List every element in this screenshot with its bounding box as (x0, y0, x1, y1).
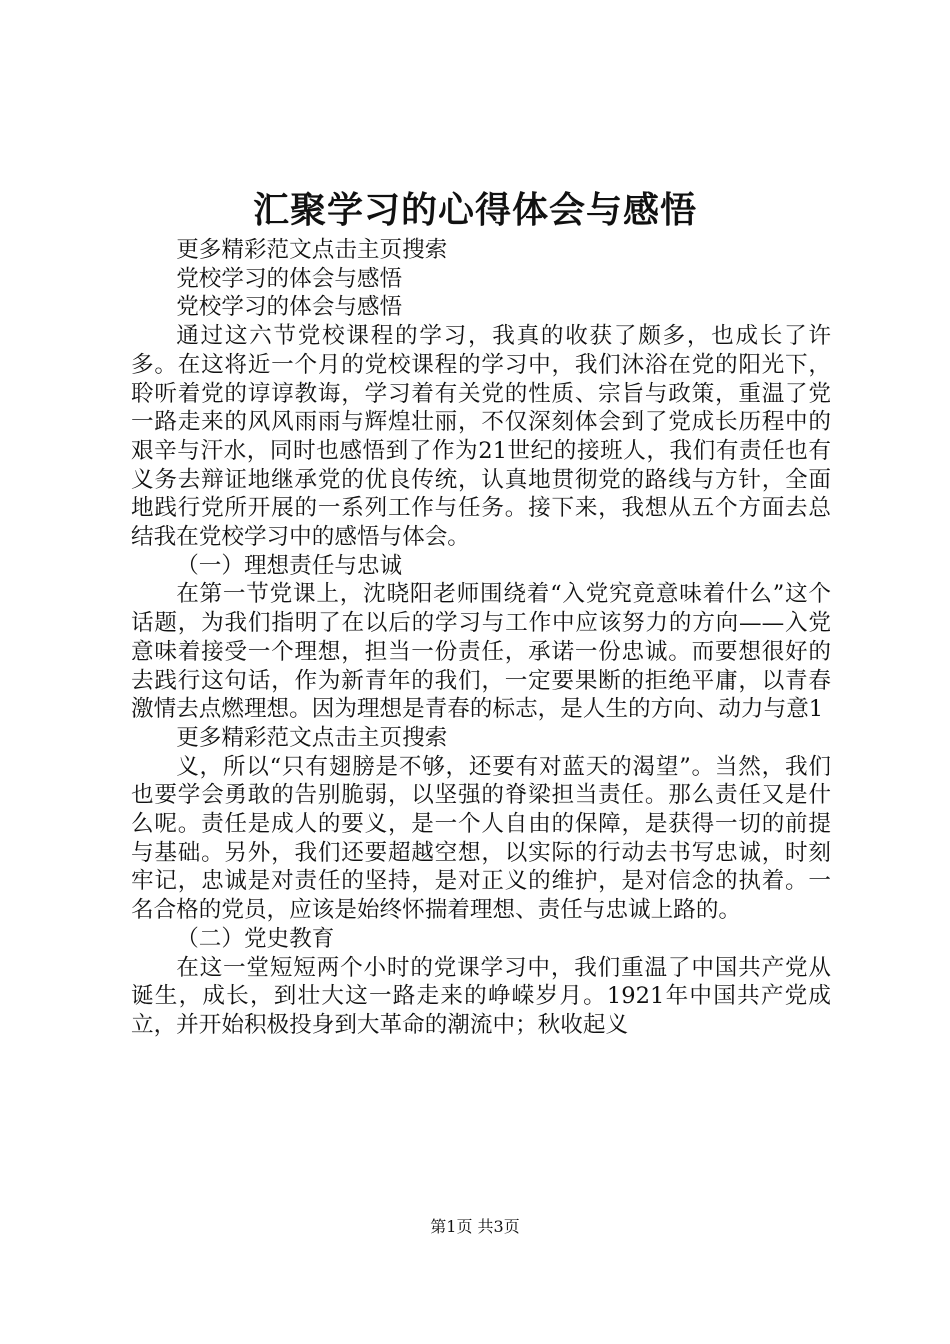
subtitle-line: 党校学习的体会与感悟 (176, 265, 403, 292)
section-heading: （一）理想责任与忠诚 (176, 552, 403, 579)
body-paragraph: 义，所以“只有翅膀是不够，还要有对蓝天的渴望”。当然，我们也要学会勇敢的告别脆弱，以坚强的脊梁担当责任。那么责任又是什么呢。责任是成人的要义，是一个人自由的保障，是获得一切的前提与基础。另外，我们还要超越空想，以实际的行动去书写忠诚，时刻牢记，忠诚是对责任的坚持，是对正义的维护，是对信念的执着。一名合格的党员，应该是始终怀揣着理想、责任与忠诚上路的。 (131, 753, 831, 924)
body-paragraph: 通过这六节党校课程的学习，我真的收获了颇多，也成长了许多。在这将近一个月的党校课程的学习中，我们沐浴在党的阳光下，聆听着党的谆谆教诲，学习着有关党的性质、宗旨与政策，重温了党一路走来的风风雨雨与辉煌壮丽，不仅深刻体会到了党成长历程中的艰辛与汗水，同时也感悟到了作为21世纪的接班人，我们有责任也有义务去辩证地继承党的优良传统，认真地贯彻党的路线与方针，全面地践行党所开展的一系列工作与任务。接下来，我想从五个方面去总结我在党校学习中的感悟与体会。 (131, 323, 831, 551)
document-title: 汇聚学习的心得体会与感悟 (252, 189, 697, 231)
section-heading: （二）党史教育 (176, 925, 335, 952)
page-footer: 第1页 共3页 (430, 1217, 520, 1236)
body-paragraph: 在第一节党课上，沈晓阳老师围绕着“入党究竟意味着什么”这个话题，为我们指明了在以后的学习与工作中应该努力的方向——入党意味着接受一个理想，担当一份责任，承诺一份忠诚。而要想很好的去践行这句话，作为新青年的我们，一定要果断的拒绝平庸，以青春激情去点燃理想。因为理想是青春的标志，是人生的方向、动力与意1 (131, 581, 831, 723)
promo-line: 更多精彩范文点击主页搜索 (176, 724, 448, 751)
promo-line: 更多精彩范文点击主页搜索 (176, 237, 448, 263)
document-body (131, 236, 831, 1040)
body-paragraph: 在这一堂短短两个小时的党课学习中，我们重温了中国共产党从诞生，成长，到壮大这一路走来的峥嵘岁月。1921年中国共产党成立，并开始积极投身到大革命的潮流中；秋收起义 (131, 954, 831, 1038)
subtitle-line: 党校学习的体会与感悟 (176, 294, 403, 321)
